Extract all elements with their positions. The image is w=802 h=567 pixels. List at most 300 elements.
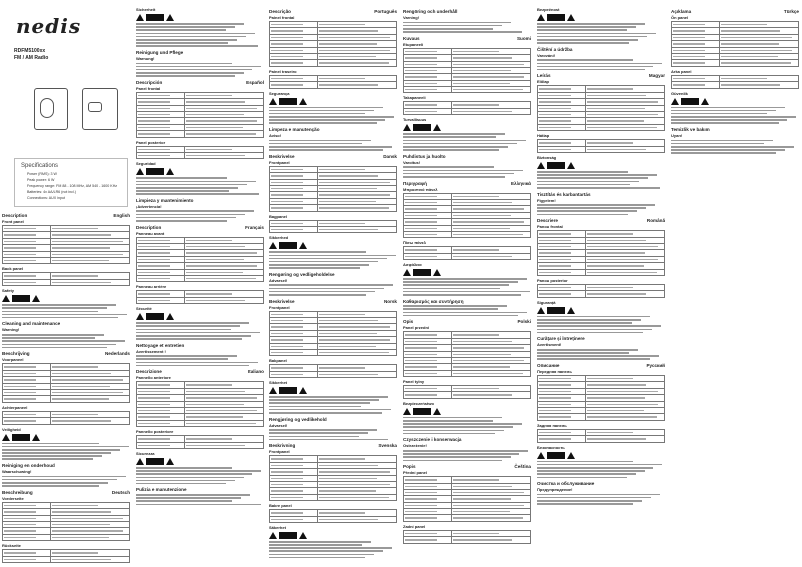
parts-table xyxy=(2,411,130,425)
text-line xyxy=(2,452,111,454)
caution-symbols xyxy=(136,168,264,175)
text-line xyxy=(269,550,383,552)
text-line xyxy=(136,23,244,25)
text-line xyxy=(403,136,496,138)
table-row xyxy=(137,131,264,137)
text-line xyxy=(269,436,359,438)
subheading: Sikkerhed xyxy=(269,235,289,241)
text-line xyxy=(537,329,652,331)
text-line xyxy=(136,193,259,195)
text-line xyxy=(2,304,116,306)
heading-title: Reiniging en onderhoud xyxy=(2,463,55,469)
product-name: FM / AM Radio xyxy=(14,55,49,61)
section-heading xyxy=(403,319,531,324)
text-line xyxy=(269,557,365,559)
text-line xyxy=(403,284,509,286)
text-line xyxy=(537,467,653,469)
column-5 xyxy=(537,6,665,566)
table-row xyxy=(270,494,397,500)
text-line xyxy=(269,284,393,286)
text-line xyxy=(2,449,120,451)
language-label: Español xyxy=(246,79,264,85)
subheading: Panel frontal xyxy=(136,85,161,91)
text-line xyxy=(136,69,252,71)
table-row xyxy=(137,420,264,426)
caution-symbols xyxy=(537,452,665,459)
column-6 xyxy=(671,6,799,566)
text-line xyxy=(269,439,388,441)
column-1 xyxy=(2,6,130,566)
text-line xyxy=(537,187,660,189)
text-line xyxy=(671,119,787,121)
subheading: Vorderseite xyxy=(2,495,24,501)
text-line xyxy=(537,461,633,463)
language-label: English xyxy=(113,213,130,218)
text-line xyxy=(403,170,523,172)
text-line xyxy=(136,210,254,212)
text-line xyxy=(2,334,104,336)
text-line xyxy=(136,39,237,41)
heading-title: Nettoyage et entretien xyxy=(136,342,185,348)
text-line xyxy=(403,315,518,317)
spec-item: Peak power: 6 W xyxy=(27,178,55,182)
text-line xyxy=(136,332,260,334)
text-line xyxy=(2,482,108,484)
caution-label-icon xyxy=(547,162,565,169)
subheading: Hátlap xyxy=(537,133,550,139)
text-line xyxy=(269,294,366,296)
subheading: Pannello posteriore xyxy=(136,429,174,435)
table-row xyxy=(137,275,264,281)
heading-title: Description xyxy=(136,224,162,230)
text-line xyxy=(671,146,794,148)
text-line xyxy=(537,26,636,28)
table-row xyxy=(3,396,130,402)
text-line xyxy=(269,261,378,263)
table-row xyxy=(672,82,799,88)
warning-icon xyxy=(136,14,144,21)
parts-table xyxy=(537,139,665,153)
text-line xyxy=(269,267,360,269)
text-line xyxy=(403,166,494,168)
text-line xyxy=(2,446,129,448)
warning-icon xyxy=(433,124,441,131)
table-row xyxy=(538,291,665,297)
text-line xyxy=(671,113,767,115)
heading-title: Popis xyxy=(403,464,416,470)
parts-table xyxy=(537,284,665,298)
text-line xyxy=(136,181,256,183)
text-line xyxy=(269,412,382,414)
parts-table xyxy=(269,509,397,523)
subheading: Panneau avant xyxy=(136,230,165,236)
language-label: Norsk xyxy=(383,298,397,304)
text-line xyxy=(403,420,493,422)
text-line xyxy=(403,176,505,178)
text-line xyxy=(403,426,513,428)
parts-table xyxy=(269,455,397,501)
caution-label-icon xyxy=(547,452,565,459)
caution-symbols xyxy=(136,458,264,465)
parts-table xyxy=(537,230,665,276)
text-line xyxy=(136,26,235,28)
table-row xyxy=(270,60,397,66)
warning-icon xyxy=(2,295,10,302)
text-line xyxy=(537,322,632,324)
caution-label-icon xyxy=(146,14,164,21)
spec-item: Power (RMS): 3 W xyxy=(27,172,57,176)
heading-title: Описание xyxy=(537,363,560,369)
subheading: Bagpanel xyxy=(269,213,288,219)
parts-table xyxy=(136,381,264,427)
text-line xyxy=(403,453,519,455)
section-heading xyxy=(537,336,665,341)
parts-table xyxy=(671,21,799,67)
table-row xyxy=(404,392,531,398)
subheading: Back panel xyxy=(2,266,24,272)
caution-label-icon xyxy=(279,98,297,105)
section-heading xyxy=(537,47,665,52)
text-line xyxy=(537,184,630,186)
caution-symbols xyxy=(136,14,264,21)
subheading: Painel frontal xyxy=(269,15,295,20)
text-line xyxy=(269,432,368,434)
text-line xyxy=(537,210,637,212)
section-heading xyxy=(269,417,397,422)
subheading: Achterpaneel xyxy=(2,404,28,410)
warning-icon xyxy=(567,14,575,21)
subheading: Varoitus! xyxy=(403,159,421,165)
table-row xyxy=(538,146,665,152)
caution-label-icon xyxy=(413,124,431,131)
text-line xyxy=(537,358,650,360)
text-line xyxy=(537,207,646,209)
caution-label-icon xyxy=(146,168,164,175)
language-label: Русский xyxy=(646,363,665,369)
language-label: Deutsch xyxy=(111,489,130,495)
text-line xyxy=(537,349,638,351)
caution-symbols xyxy=(537,14,665,21)
subheading: Waarschuwing! xyxy=(2,469,32,475)
text-line xyxy=(403,417,502,419)
text-line xyxy=(403,173,514,175)
warning-icon xyxy=(32,434,40,441)
heading-title: Beschreibung xyxy=(2,489,33,495)
caution-symbols xyxy=(537,162,665,169)
text-line xyxy=(136,467,232,469)
heading-title: Curățare și întreținere xyxy=(537,336,585,342)
language-label: Dansk xyxy=(383,153,397,159)
subheading: Ostrzeżenie! xyxy=(403,443,427,449)
text-line xyxy=(537,500,642,502)
specifications-box xyxy=(14,158,128,207)
parts-table xyxy=(403,193,531,239)
parts-table xyxy=(2,272,130,286)
text-line xyxy=(403,22,511,24)
subheading: Frontpanel xyxy=(269,449,290,455)
text-line xyxy=(136,190,229,192)
brand-logo: nedis xyxy=(16,14,82,38)
subheading: Sicurezza xyxy=(136,450,155,456)
text-line xyxy=(136,362,258,364)
caution-symbols xyxy=(136,313,264,320)
text-line xyxy=(136,325,240,327)
parts-table xyxy=(403,385,531,399)
table-row xyxy=(404,87,531,93)
caution-symbols xyxy=(269,532,397,539)
text-line xyxy=(136,355,237,357)
subheading: Bakre panel xyxy=(269,503,292,509)
caution-label-icon xyxy=(279,242,297,249)
subheading: ¡Advertencia! xyxy=(136,203,162,209)
subheading: Panel przedni xyxy=(403,325,430,331)
text-line xyxy=(671,149,785,151)
text-line xyxy=(671,152,776,154)
text-line xyxy=(269,149,383,151)
text-line xyxy=(269,544,362,546)
caution-label-icon xyxy=(279,387,297,394)
text-line xyxy=(2,344,116,346)
subheading: Panou frontal xyxy=(537,224,563,230)
text-line xyxy=(269,146,392,148)
section-heading xyxy=(403,464,531,469)
text-line xyxy=(403,430,504,432)
text-line xyxy=(136,477,244,479)
warning-icon xyxy=(299,98,307,105)
subheading: Voorpaneel xyxy=(2,357,24,363)
subheading: Bezpečnost xyxy=(537,7,560,12)
text-line xyxy=(269,547,392,549)
table-row xyxy=(538,436,665,442)
subheading: Etupaneeli xyxy=(403,41,424,47)
text-line xyxy=(2,485,99,487)
text-line xyxy=(269,140,371,142)
text-line xyxy=(537,69,645,71)
text-line xyxy=(537,171,628,173)
parts-table xyxy=(403,476,531,522)
table-row xyxy=(270,205,397,211)
text-line xyxy=(269,116,394,118)
text-line xyxy=(403,460,502,462)
text-line xyxy=(403,28,493,30)
text-line xyxy=(136,473,252,475)
parts-table xyxy=(269,364,397,378)
subheading: Turvallisuus xyxy=(403,117,427,123)
text-line xyxy=(403,305,507,307)
subheading: Panel tylny xyxy=(403,379,425,385)
language-label: Română xyxy=(646,218,665,224)
section-heading xyxy=(136,225,264,230)
text-line xyxy=(403,146,508,148)
table-row xyxy=(672,60,799,66)
text-line xyxy=(403,308,498,310)
subheading: Biztonság xyxy=(537,154,557,160)
language-label: Français xyxy=(245,224,264,230)
language-label: Ελληνικά xyxy=(510,180,531,186)
section-heading xyxy=(2,213,130,218)
subheading: Avertisment! xyxy=(537,342,562,348)
text-line xyxy=(403,456,511,458)
section-heading xyxy=(136,487,264,492)
section-heading xyxy=(269,299,397,304)
spec-item: Connections: AUX input xyxy=(27,196,65,200)
subheading: Pannello anteriore xyxy=(136,375,171,381)
warning-icon xyxy=(567,452,575,459)
parts-table xyxy=(2,363,130,402)
subheading: Varning! xyxy=(403,15,420,20)
section-heading xyxy=(269,272,397,277)
subheading: Előlap xyxy=(537,79,550,85)
table-row xyxy=(270,516,397,522)
caution-label-icon xyxy=(12,434,30,441)
subheading: Přední panel xyxy=(403,470,428,476)
caution-label-icon xyxy=(279,532,297,539)
section-heading xyxy=(136,80,264,85)
caution-symbols xyxy=(2,295,130,302)
subheading: Ασφάλεια xyxy=(403,262,422,268)
text-line xyxy=(2,458,93,460)
text-line xyxy=(269,113,365,115)
text-line xyxy=(136,494,250,496)
heading-title: Cleaning and maintenance xyxy=(2,321,61,327)
heading-title: Beschrijving xyxy=(2,351,30,357)
language-label: Suomi xyxy=(516,35,531,41)
parts-table xyxy=(537,85,665,131)
heading-title: Descrizione xyxy=(136,369,162,375)
text-line xyxy=(136,480,235,482)
caution-symbols xyxy=(403,124,531,131)
text-line xyxy=(136,220,227,222)
language-label: Polski xyxy=(517,319,531,325)
subheading: Zadní panel xyxy=(403,523,426,529)
warning-icon xyxy=(403,124,411,131)
text-line xyxy=(671,122,779,124)
parts-table xyxy=(269,21,397,67)
section-heading xyxy=(269,9,397,14)
table-row xyxy=(404,515,531,521)
warning-icon xyxy=(537,307,545,314)
subheading: Aviso! xyxy=(269,133,282,139)
text-line xyxy=(537,66,653,68)
text-line xyxy=(537,181,639,183)
section-heading xyxy=(671,9,799,14)
text-line xyxy=(537,503,633,505)
text-line xyxy=(537,177,648,179)
subheading: Bakpanel xyxy=(269,358,287,364)
text-line xyxy=(136,72,244,74)
heading-title: Очистка и обслуживание xyxy=(537,481,595,487)
section-heading xyxy=(269,154,397,159)
text-line xyxy=(403,423,522,425)
subheading: Πίσω πάνελ xyxy=(403,240,426,246)
parts-table xyxy=(2,225,130,264)
subheading: Figyelem! xyxy=(537,197,556,203)
text-line xyxy=(136,187,238,189)
text-line xyxy=(269,396,388,398)
subheading: Sikkerhet xyxy=(269,380,288,386)
parts-table xyxy=(2,549,130,563)
text-line xyxy=(269,541,371,543)
warning-icon xyxy=(166,313,174,320)
text-line xyxy=(136,214,245,216)
section-heading xyxy=(403,437,531,442)
subheading: Panneau arrière xyxy=(136,284,167,290)
text-line xyxy=(2,443,99,445)
parts-table xyxy=(136,237,264,283)
warning-icon xyxy=(433,408,441,415)
table-row xyxy=(538,269,665,275)
text-line xyxy=(136,184,247,186)
text-line xyxy=(269,251,366,253)
text-line xyxy=(537,214,628,216)
warning-icon xyxy=(269,98,277,105)
table-row xyxy=(538,414,665,420)
text-line xyxy=(537,23,645,25)
text-line xyxy=(671,116,796,118)
text-line xyxy=(136,322,249,324)
section-heading xyxy=(136,198,264,203)
language-label: Čeština xyxy=(514,464,531,470)
text-line xyxy=(2,311,98,313)
text-line xyxy=(136,217,236,219)
text-line xyxy=(269,258,387,260)
parts-table xyxy=(269,75,397,89)
table-row xyxy=(404,231,531,237)
caution-symbols xyxy=(671,98,799,105)
heading-title: Descriere xyxy=(537,218,558,224)
column-4 xyxy=(403,6,531,566)
spec-item: Frequency range: FM 88 - 108 MHz, AM 540 - 1600 KHz xyxy=(27,184,118,188)
subheading: Warnung! xyxy=(136,55,155,61)
text-line xyxy=(403,288,500,290)
caution-label-icon xyxy=(547,307,565,314)
section-heading xyxy=(403,181,531,186)
language-label: Português xyxy=(374,9,397,14)
subheading: Задняя панель xyxy=(537,422,567,428)
specifications-title: Specifications xyxy=(21,163,59,169)
subheading: Μπροστινό πάνελ xyxy=(403,186,438,192)
text-line xyxy=(537,325,661,327)
heading-title: Puhdistus ja huolto xyxy=(403,153,446,159)
parts-table xyxy=(136,146,264,160)
caution-label-icon xyxy=(12,295,30,302)
text-line xyxy=(136,365,249,367)
text-line xyxy=(403,450,528,452)
text-line xyxy=(403,25,502,27)
warning-icon xyxy=(166,14,174,21)
subheading: Segurança xyxy=(269,90,290,96)
caution-label-icon xyxy=(547,14,565,21)
text-line xyxy=(403,31,522,33)
table-row xyxy=(404,370,531,376)
table-row xyxy=(538,124,665,130)
subheading: Avertissement ! xyxy=(136,348,166,354)
spec-item: Batteries: 4x AA/LR6 (not incl.) xyxy=(27,190,76,194)
parts-table xyxy=(403,101,531,115)
subheading: Ön panel xyxy=(671,15,689,20)
heading-title: Temizlik ve bakım xyxy=(671,127,710,133)
warning-icon xyxy=(567,307,575,314)
text-line xyxy=(403,294,521,296)
subheading: Panel posterior xyxy=(136,139,166,145)
parts-table xyxy=(269,220,397,234)
caution-symbols xyxy=(269,387,397,394)
heading-title: Beskrivelse xyxy=(269,153,295,159)
warning-icon xyxy=(403,408,411,415)
heading-title: Beskrivning xyxy=(269,443,296,449)
language-label: Italiano xyxy=(247,369,264,375)
language-label: Nederlands xyxy=(104,351,130,357)
